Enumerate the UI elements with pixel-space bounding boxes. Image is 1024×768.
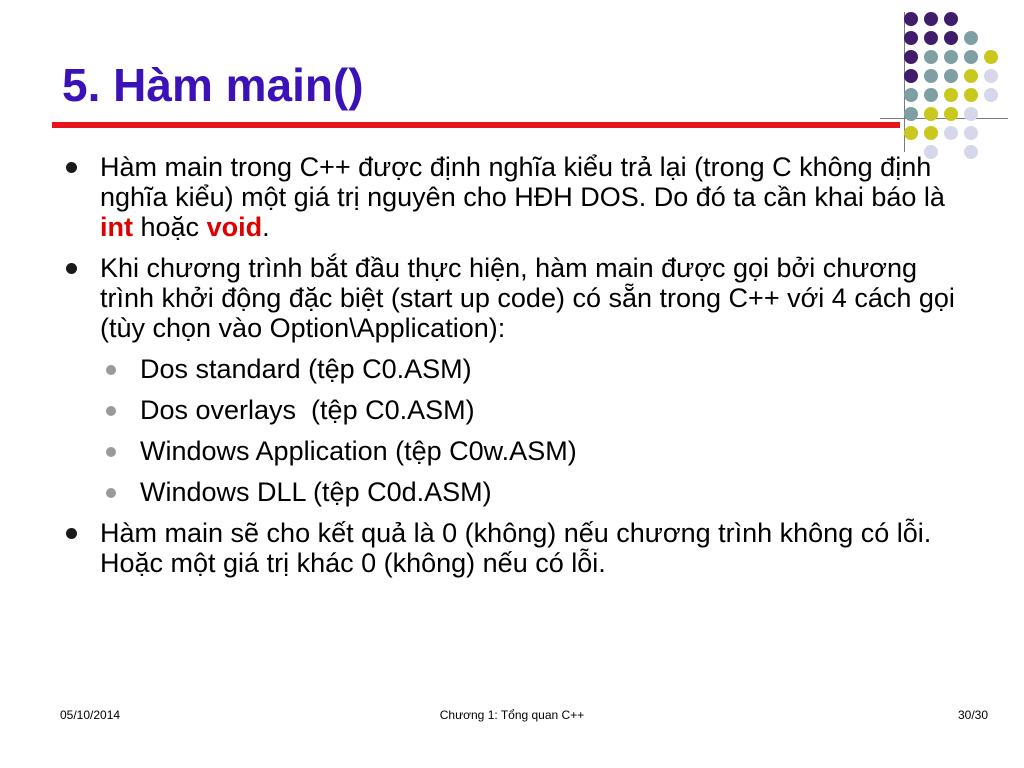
sub-bullet-dot-icon bbox=[106, 406, 116, 416]
sub-bullet bbox=[62, 354, 962, 384]
bullet-return-value bbox=[62, 518, 962, 578]
decorative-dot bbox=[964, 107, 978, 121]
bullet-text: Hàm main trong C++ được định nghĩa kiểu trả lại (trong C không định nghĩa kiểu) một giá trị nguyên cho HĐH DOS. Do đó ta cần khai báo là int hoặc void. bbox=[100, 152, 945, 242]
decorative-dot bbox=[964, 88, 978, 102]
decorative-dot bbox=[944, 126, 958, 140]
decorative-dot bbox=[944, 107, 958, 121]
decorative-dot bbox=[984, 69, 998, 83]
footer-date: 05/10/2014 bbox=[60, 708, 121, 722]
keyword-int: int bbox=[100, 212, 133, 242]
decorative-dot bbox=[904, 107, 918, 121]
decorative-dot bbox=[924, 88, 938, 102]
decorative-dot-grid bbox=[904, 12, 1008, 160]
decorative-dot bbox=[964, 69, 978, 83]
decorative-dot bbox=[964, 126, 978, 140]
decorative-dot bbox=[924, 107, 938, 121]
decorative-dot bbox=[944, 50, 958, 64]
decorative-dot bbox=[904, 69, 918, 83]
decorative-dot bbox=[964, 145, 978, 159]
sub-bullet-text: Windows Application (tệp C0w.ASM) bbox=[140, 436, 577, 466]
decorative-dot bbox=[924, 31, 938, 45]
decorative-dot bbox=[924, 126, 938, 140]
slide-body bbox=[62, 152, 962, 589]
decorative-dot bbox=[964, 50, 978, 64]
sub-bullet-dot-icon bbox=[106, 488, 116, 498]
sub-bullet bbox=[62, 395, 962, 425]
footer-page-number: 30/30 bbox=[957, 708, 988, 722]
decorative-dot bbox=[944, 12, 958, 26]
decorative-dot bbox=[904, 12, 918, 26]
slide-title: 5. Hàm main() bbox=[62, 59, 364, 111]
bullet-dot-icon bbox=[66, 528, 77, 539]
decorative-dot bbox=[904, 50, 918, 64]
footer-chapter: Chương 1: Tổng quan C++ bbox=[439, 708, 585, 722]
decorative-dot bbox=[924, 12, 938, 26]
decorative-dot bbox=[904, 126, 918, 140]
bullet-text: Khi chương trình bắt đầu thực hiện, hàm main được gọi bởi chương trình khởi động đặc biệt (start up code) có sẵn trong C++ với 4 cách gọi (tùy chọn vào Option\Application): bbox=[100, 253, 955, 343]
decorative-dot bbox=[924, 50, 938, 64]
bullet-return-type bbox=[62, 152, 962, 242]
sub-bullet-dot-icon bbox=[106, 365, 116, 375]
decorative-dot bbox=[984, 50, 998, 64]
sub-bullet-text: Dos overlays (tệp C0.ASM) bbox=[140, 395, 475, 425]
decorative-dot bbox=[924, 69, 938, 83]
sub-bullet-dot-icon bbox=[106, 447, 116, 457]
decorative-dot bbox=[944, 88, 958, 102]
decorative-dot bbox=[964, 31, 978, 45]
bullet-text: Hàm main sẽ cho kết quả là 0 (không) nếu chương trình không có lỗi. Hoặc một giá trị khác 0 (không) nếu có lỗi. bbox=[100, 518, 932, 578]
decorative-dot bbox=[944, 69, 958, 83]
bullet-dot-icon bbox=[66, 263, 77, 274]
decorative-dot bbox=[944, 31, 958, 45]
sub-bullet-text: Dos standard (tệp C0.ASM) bbox=[140, 354, 472, 384]
sub-bullet bbox=[62, 436, 962, 466]
decorative-dot bbox=[984, 88, 998, 102]
bullet-dot-icon bbox=[66, 162, 77, 173]
sub-bullet bbox=[62, 477, 962, 507]
decorative-dot bbox=[904, 31, 918, 45]
sub-bullet-text: Windows DLL (tệp C0d.ASM) bbox=[140, 477, 492, 507]
keyword-void: void bbox=[206, 212, 263, 242]
decorative-dot bbox=[904, 88, 918, 102]
bullet-startup-code bbox=[62, 253, 962, 343]
title-underline bbox=[52, 122, 900, 128]
